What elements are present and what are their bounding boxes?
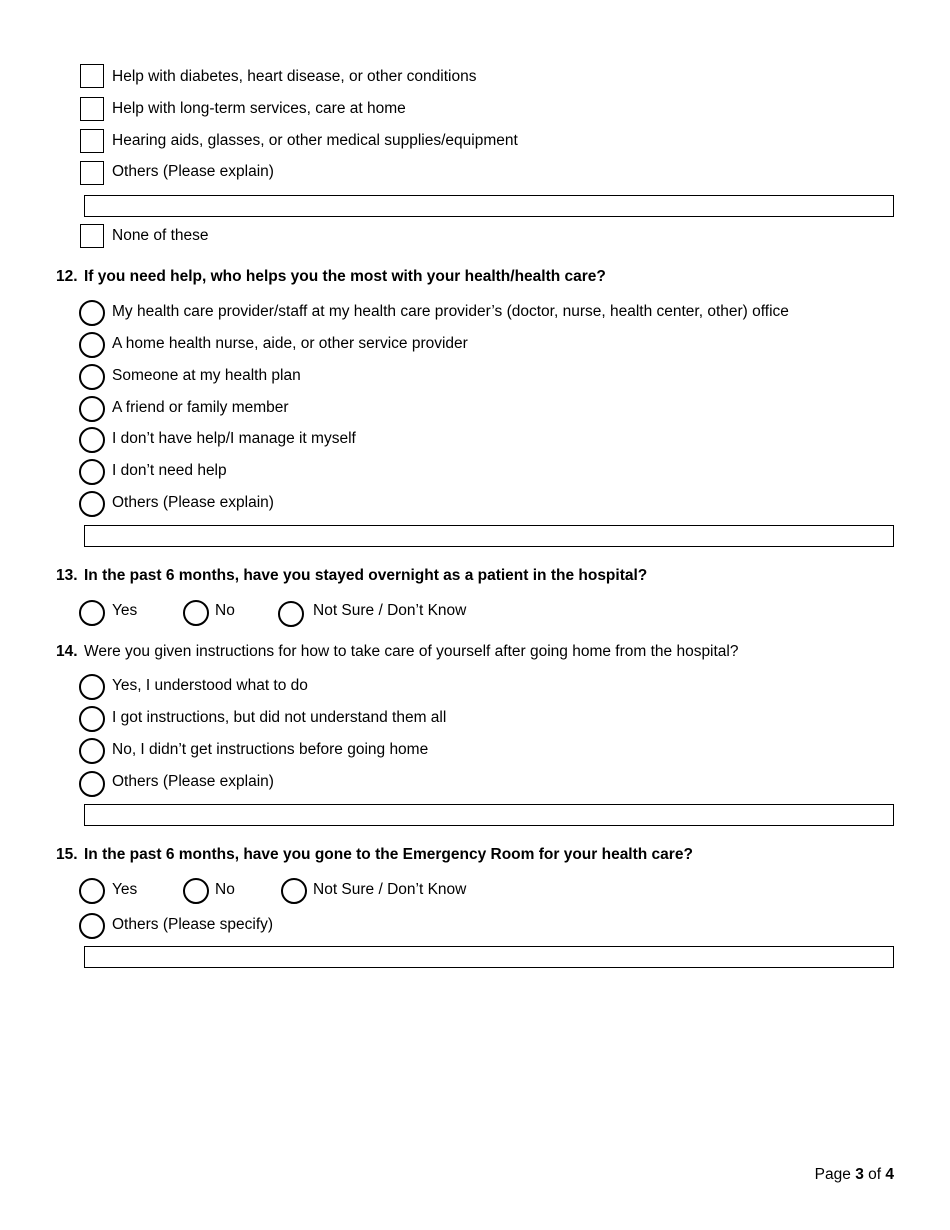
option-label: Others (Please explain)	[112, 773, 274, 790]
option-label: Others (Please explain)	[112, 494, 274, 511]
question-text: In the past 6 months, have you stayed overnight as a patient in the hospital?	[84, 567, 648, 584]
total-pages: 4	[885, 1166, 894, 1183]
q14-explain-field[interactable]	[84, 804, 894, 826]
radio-q14-understood[interactable]	[79, 674, 105, 700]
q12-explain-field[interactable]	[84, 525, 894, 547]
option-label: No	[215, 602, 235, 619]
option-label: Yes, I understood what to do	[112, 677, 308, 694]
radio-q12-health-plan[interactable]	[79, 364, 105, 390]
option-label: Yes	[112, 602, 138, 619]
radio-q13-not-sure[interactable]	[278, 601, 304, 627]
option-label: Help with diabetes, heart disease, or other conditions	[112, 68, 477, 85]
option-label: Help with long-term services, care at home	[112, 100, 406, 117]
option-label: Not Sure / Don’t Know	[313, 602, 467, 619]
question-number: 12.	[56, 268, 78, 285]
radio-q13-yes[interactable]	[79, 600, 105, 626]
radio-q14-others[interactable]	[79, 771, 105, 797]
page-number	[815, 1166, 894, 1184]
radio-q12-provider[interactable]	[79, 300, 105, 326]
checkbox-none-of-these[interactable]	[80, 224, 104, 248]
radio-q15-others[interactable]	[79, 913, 105, 939]
question-number: 14.	[56, 643, 78, 660]
radio-q15-no[interactable]	[183, 878, 209, 904]
radio-q15-yes[interactable]	[79, 878, 105, 904]
radio-q14-partial[interactable]	[79, 706, 105, 732]
option-label: Someone at my health plan	[112, 367, 301, 384]
checkbox-long-term-services[interactable]	[80, 97, 104, 121]
radio-q12-friend-family[interactable]	[79, 396, 105, 422]
radio-q12-home-health[interactable]	[79, 332, 105, 358]
option-label: I don’t have help/I manage it myself	[112, 430, 356, 447]
of-word: of	[868, 1166, 882, 1183]
option-label: No	[215, 881, 235, 898]
page-word: Page	[814, 1166, 851, 1183]
radio-q14-no-instructions[interactable]	[79, 738, 105, 764]
option-label: Hearing aids, glasses, or other medical supplies/equipment	[112, 132, 518, 149]
radio-q12-others[interactable]	[79, 491, 105, 517]
option-label: Yes	[112, 881, 138, 898]
option-label: I don’t need help	[112, 462, 227, 479]
radio-q12-no-help[interactable]	[79, 459, 105, 485]
option-label: No, I didn’t get instructions before going home	[112, 741, 429, 758]
option-label: None of these	[112, 227, 209, 244]
option-label: Others (Please specify)	[112, 916, 274, 933]
current-page: 3	[855, 1166, 864, 1183]
checkbox-chronic-conditions[interactable]	[80, 64, 104, 88]
option-label: A friend or family member	[112, 399, 289, 416]
question-number: 13.	[56, 567, 78, 584]
question-number: 15.	[56, 846, 78, 863]
q11-explain-field[interactable]	[84, 195, 894, 217]
option-label: My health care provider/staff at my health care provider’s (doctor, nurse, health center, other) office	[112, 303, 789, 320]
option-label: I got instructions, but did not understand them all	[112, 709, 447, 726]
question-text: If you need help, who helps you the most with your health/health care?	[84, 268, 606, 285]
radio-q12-self-manage[interactable]	[79, 427, 105, 453]
q15-specify-field[interactable]	[84, 946, 894, 968]
option-label: Others (Please explain)	[112, 163, 274, 180]
question-text: Were you given instructions for how to take care of yourself after going home from the hospital?	[84, 643, 739, 660]
checkbox-medical-supplies[interactable]	[80, 129, 104, 153]
option-label: A home health nurse, aide, or other service provider	[112, 335, 468, 352]
checkbox-others[interactable]	[80, 161, 104, 185]
radio-q15-not-sure[interactable]	[281, 878, 307, 904]
radio-q13-no[interactable]	[183, 600, 209, 626]
option-label: Not Sure / Don’t Know	[313, 881, 467, 898]
question-text: In the past 6 months, have you gone to the Emergency Room for your health care?	[84, 846, 693, 863]
